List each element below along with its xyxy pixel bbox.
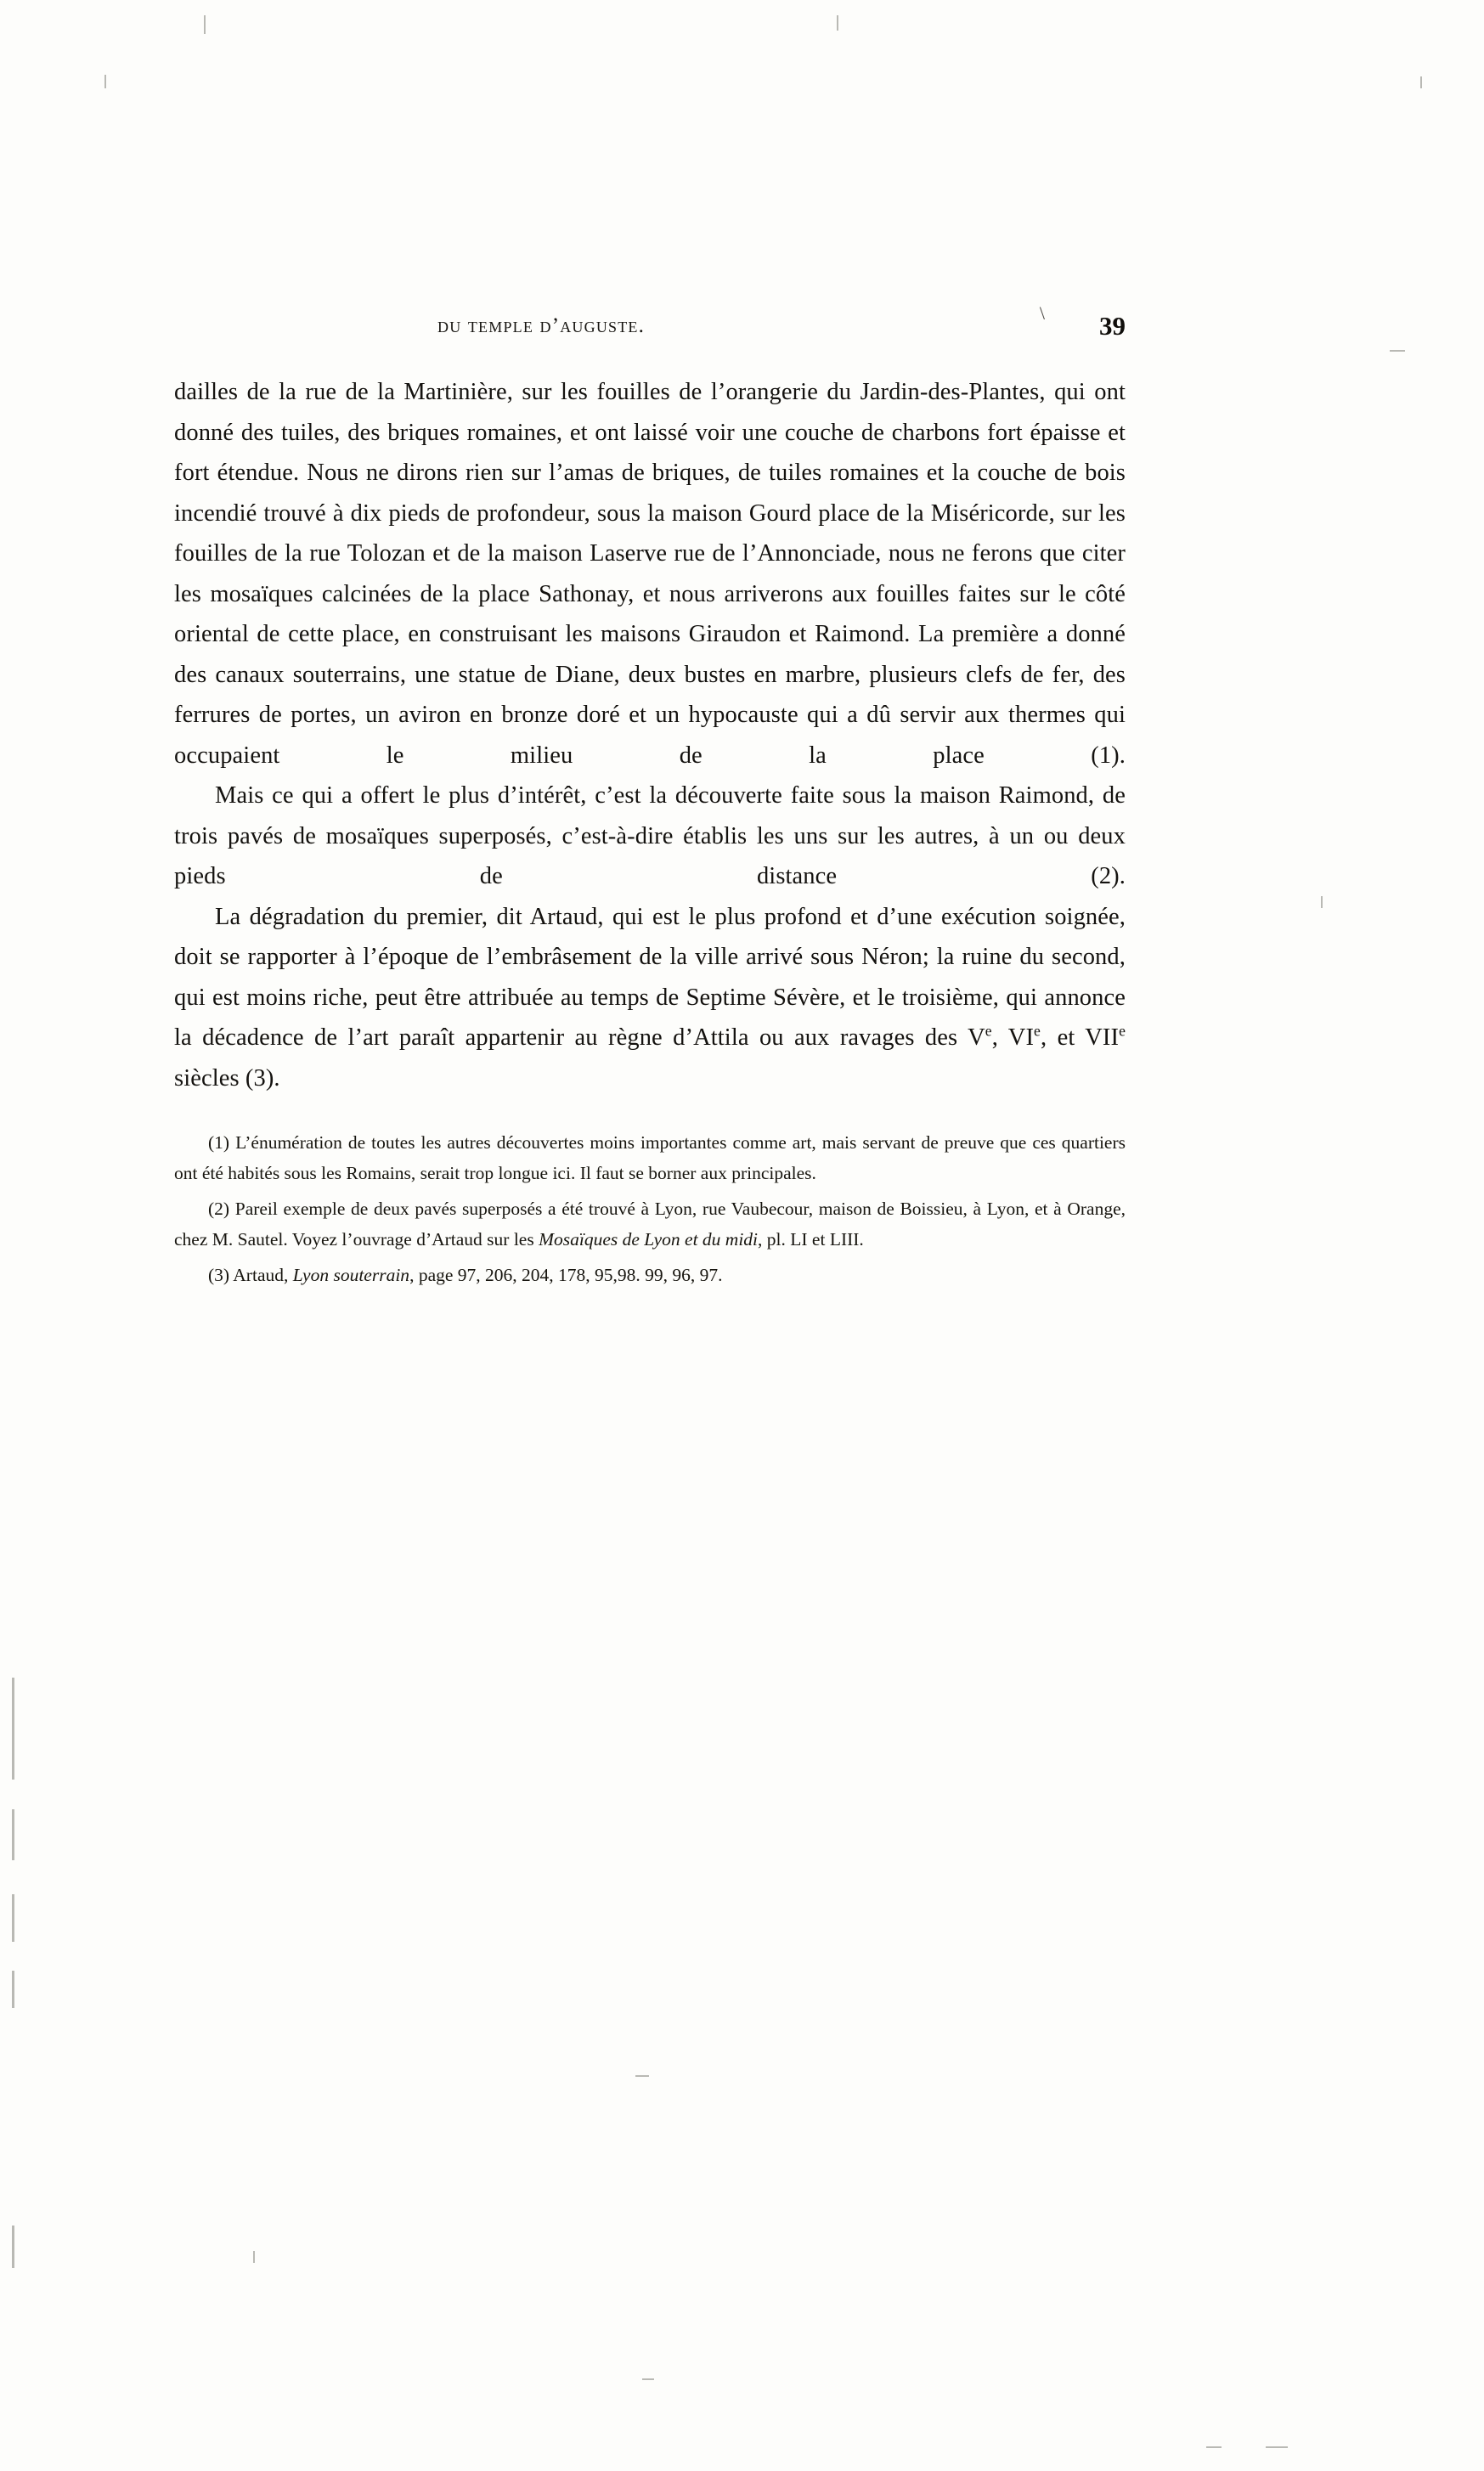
century-6 (1008, 1024, 1041, 1051)
footnote-3-title: Lyon souterrain (292, 1265, 410, 1285)
running-title: du temple d’auguste. (437, 314, 646, 337)
scan-mark (12, 2226, 14, 2268)
century-5-numeral: V (968, 1024, 985, 1051)
page-content (174, 302, 1126, 1295)
running-head (174, 302, 1126, 350)
century-6-ordinal: e (1034, 1022, 1041, 1040)
scan-mark (12, 1971, 14, 2008)
century-5 (968, 1024, 992, 1051)
footnote-2 (174, 1193, 1126, 1255)
paragraph-2: Mais ce qui a offert le plus d’intérêt, c’est la découverte faite sous la maison Raimond, de trois pavés de mosaïques superposés, c’est-à-dire établis les uns sur les autres, à un ou deux pieds de distance (2). (174, 782, 1126, 889)
scan-mark (104, 75, 106, 88)
scan-mark (253, 2251, 255, 2263)
century-7-ordinal: e (1119, 1022, 1126, 1040)
scan-mark (635, 2075, 649, 2077)
footnote-2-text-after: , pl. LI et LIII. (758, 1229, 864, 1250)
footnotes (174, 1127, 1126, 1290)
scan-mark (1420, 76, 1422, 88)
separator-1: , (991, 1024, 1008, 1051)
footnote-3-text-before: Artaud, (233, 1265, 293, 1285)
footnote-1 (174, 1127, 1126, 1188)
footnote-3 (174, 1260, 1126, 1290)
margin-tick-mark: \ (1039, 302, 1045, 324)
page-number: 39 (1099, 311, 1126, 341)
footnote-2-title: Mosaïques de Lyon et du midi (539, 1229, 759, 1250)
century-7-numeral: VII (1085, 1024, 1120, 1051)
paragraph-3-text-before: La dégradation du premier, dit Artaud, qui est le plus profond et d’une exécution soignée, doit se rapporter à l’époque de l’embrâsement de la ville arrivé sous Néron; la ruine du second, qui est moins riche, peut être attribuée au temps de Septime Sévère, et le troisième, qui annonce la décadence de l’art paraît appartenir au règne d’Attila ou aux ravages des (174, 903, 1126, 1051)
scan-mark (642, 2378, 654, 2380)
scan-mark (12, 1809, 14, 1860)
footnote-3-text-after: , page 97, 206, 204, 178, 95,98. 99, 96, 97. (409, 1265, 723, 1285)
footnote-1-text: L’énumération de toutes les autres découvertes moins importantes comme art, mais servant de preuve que ces quartiers ont été habités sous les Romains, serait trop longue ici. Il faut se borner aux principales. (174, 1132, 1126, 1183)
scan-mark (1266, 2446, 1288, 2448)
scan-mark (12, 1678, 14, 1780)
footnote-3-marker: (3) (208, 1265, 230, 1285)
footnote-1-marker: (1) (208, 1132, 230, 1153)
separator-2: , et (1040, 1024, 1086, 1051)
scan-mark (12, 1894, 14, 1942)
scan-mark (837, 15, 838, 31)
century-5-ordinal: e (985, 1022, 992, 1040)
scan-mark (204, 15, 206, 34)
scan-mark (1321, 896, 1323, 908)
century-7 (1085, 1024, 1126, 1051)
scan-mark (1206, 2446, 1222, 2448)
footnote-2-text-before: Pareil exemple de deux pavés superposés a été trouvé à Lyon, rue Vaubecour, maison de Boissieu, à Lyon, et à Orange, chez M. Sautel. Voyez l’ouvrage d’Artaud sur les (174, 1199, 1126, 1250)
scan-mark (1390, 350, 1405, 352)
footnote-2-marker: (2) (208, 1199, 230, 1219)
paragraph-3-text-after: siècles (3). (174, 1064, 280, 1092)
paragraph-1: dailles de la rue de la Martinière, sur les fouilles de l’orangerie du Jardin-des-Plantes, qui ont donné des tuiles, des briques romaines, et ont laissé voir une couche de charbons fort épaisse et fort étendue. Nous ne dirons rien sur l’amas de briques, de tuiles romaines et la couche de bois incendié trouvé à dix pieds de profondeur, sous la maison Gourd place de la Miséricorde, sur les fouilles de la rue Tolozan et de la maison Laserve rue de l’Annonciade, nous ne ferons que citer les mosaïques calcinées de la place Sathonay, et nous arriverons aux fouilles faites sur le côté oriental de cette place, en construisant les maisons Giraudon et Raimond. La première a donné des canaux souterrains, une statue de Diane, deux bustes en marbre, plusieurs clefs de fer, des ferrures de portes, un aviron en bronze doré et un hypocauste qui a dû servir aux thermes qui occupaient le milieu de la place (1). (174, 379, 1126, 769)
paragraph-3 (174, 897, 1126, 1099)
century-6-numeral: VI (1007, 1024, 1035, 1051)
